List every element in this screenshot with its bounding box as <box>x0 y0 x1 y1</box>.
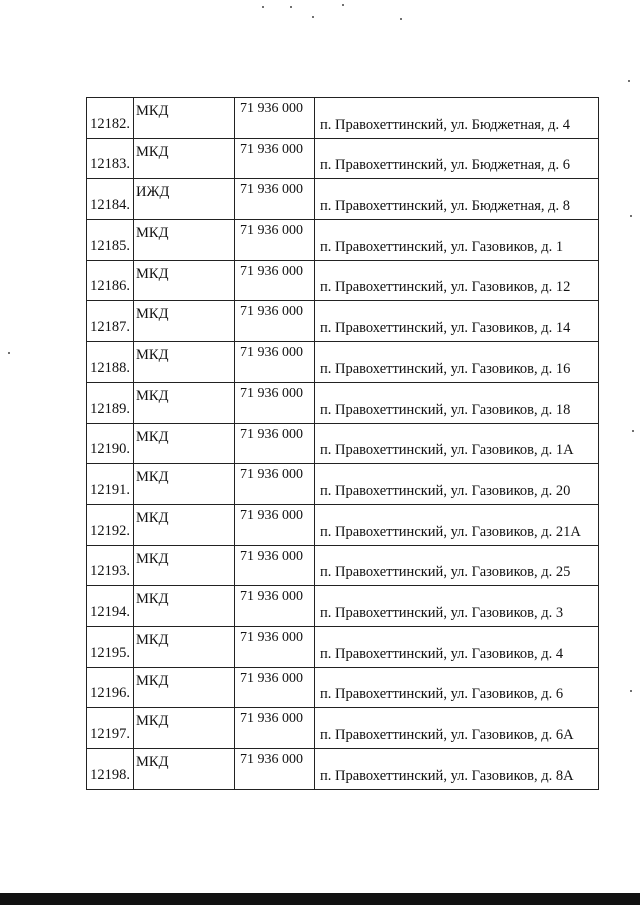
row-number-cell <box>87 464 134 505</box>
address-text: п. Правохеттинский, ул. Газовиков, д. 14 <box>320 320 571 337</box>
oktmo-code: 71 936 000 <box>240 385 303 401</box>
building-type-cell <box>134 504 235 545</box>
scan-speck <box>290 6 292 8</box>
table-row <box>87 423 599 464</box>
oktmo-code-cell <box>235 749 315 790</box>
row-number-cell <box>87 708 134 749</box>
address-text: п. Правохеттинский, ул. Газовиков, д. 12 <box>320 279 571 296</box>
oktmo-code-cell <box>235 626 315 667</box>
building-type-cell <box>134 464 235 505</box>
row-number-cell <box>87 260 134 301</box>
building-type: МКД <box>136 754 169 770</box>
row-number-cell <box>87 423 134 464</box>
oktmo-code: 71 936 000 <box>240 752 303 767</box>
building-type: МКД <box>136 387 169 404</box>
address-text-cell <box>315 423 599 464</box>
row-number: 12184. <box>90 197 130 214</box>
row-number: 12191. <box>90 481 130 498</box>
address-text: п. Правохеттинский, ул. Газовиков, д. 8А <box>320 767 574 784</box>
oktmo-code-cell <box>235 260 315 301</box>
address-text-cell <box>315 545 599 586</box>
oktmo-code-cell <box>235 342 315 383</box>
building-type-cell <box>134 749 235 790</box>
building-type: МКД <box>136 469 169 486</box>
table-row <box>87 545 599 586</box>
oktmo-code: 71 936 000 <box>240 426 303 442</box>
address-text-cell <box>315 382 599 423</box>
oktmo-code-cell <box>235 301 315 342</box>
row-number-cell <box>87 179 134 220</box>
building-type-cell <box>134 220 235 261</box>
oktmo-code: 71 936 000 <box>240 101 303 116</box>
oktmo-code: 71 936 000 <box>240 589 303 605</box>
table-row <box>87 464 599 505</box>
row-number-cell <box>87 545 134 586</box>
building-type: МКД <box>136 306 169 323</box>
address-text-cell <box>315 749 599 790</box>
oktmo-code: 71 936 000 <box>240 507 303 523</box>
building-type-cell <box>134 545 235 586</box>
row-number: 12183. <box>90 156 130 173</box>
building-type: ИЖД <box>136 184 170 201</box>
building-type: МКД <box>136 631 169 648</box>
address-text: п. Правохеттинский, ул. Газовиков, д. 25 <box>320 564 571 581</box>
oktmo-code-cell <box>235 98 315 139</box>
building-type-cell <box>134 586 235 627</box>
oktmo-code: 71 936 000 <box>240 345 303 361</box>
oktmo-code-cell <box>235 545 315 586</box>
address-text: п. Правохеттинский, ул. Газовиков, д. 4 <box>320 645 564 662</box>
registry-body <box>87 98 599 790</box>
row-number: 12188. <box>90 359 130 376</box>
scan-speck <box>312 16 314 18</box>
table-row <box>87 260 599 301</box>
oktmo-code-cell <box>235 464 315 505</box>
table-row <box>87 382 599 423</box>
building-type: МКД <box>136 591 169 608</box>
building-type-cell <box>134 138 235 179</box>
table-row <box>87 301 599 342</box>
oktmo-code: 71 936 000 <box>240 223 303 239</box>
building-type-cell <box>134 301 235 342</box>
building-type-cell <box>134 708 235 749</box>
row-number: 12187. <box>90 319 130 336</box>
address-text: п. Правохеттинский, ул. Газовиков, д. 6 <box>320 686 564 703</box>
oktmo-code-cell <box>235 504 315 545</box>
row-number: 12185. <box>90 237 130 254</box>
address-text: п. Правохеттинский, ул. Газовиков, д. 16 <box>320 360 571 377</box>
oktmo-code: 71 936 000 <box>240 711 303 727</box>
oktmo-code-cell <box>235 138 315 179</box>
row-number-cell <box>87 667 134 708</box>
row-number-cell <box>87 749 134 790</box>
address-text-cell <box>315 301 599 342</box>
address-text-cell <box>315 260 599 301</box>
row-number: 12196. <box>90 685 130 702</box>
address-text: п. Правохеттинский, ул. Газовиков, д. 18 <box>320 401 571 418</box>
oktmo-code: 71 936 000 <box>240 263 303 279</box>
oktmo-code-cell <box>235 667 315 708</box>
table-row <box>87 708 599 749</box>
row-number-cell <box>87 342 134 383</box>
row-number: 12190. <box>90 441 130 458</box>
oktmo-code: 71 936 000 <box>240 629 303 645</box>
building-type-cell <box>134 260 235 301</box>
address-text: п. Правохеттинский, ул. Газовиков, д. 6А <box>320 727 574 743</box>
building-type: МКД <box>136 672 169 689</box>
scan-edge-bar <box>0 893 640 905</box>
row-number: 12194. <box>90 603 130 620</box>
address-text: п. Правохеттинский, ул. Газовиков, д. 3 <box>320 604 564 621</box>
oktmo-code: 71 936 000 <box>240 467 303 483</box>
building-type-cell <box>134 342 235 383</box>
row-number-cell <box>87 220 134 261</box>
table-row <box>87 179 599 220</box>
address-text-cell <box>315 626 599 667</box>
address-text: п. Правохеттинский, ул. Газовиков, д. 1 <box>320 238 564 255</box>
address-text-cell <box>315 220 599 261</box>
address-text: п. Правохеттинский, ул. Бюджетная, д. 6 <box>320 157 571 174</box>
scan-speck <box>262 6 264 8</box>
address-text-cell <box>315 138 599 179</box>
scan-speck <box>630 690 632 692</box>
table-row <box>87 138 599 179</box>
scan-speck <box>628 80 630 82</box>
scan-speck <box>8 352 10 354</box>
scan-speck <box>400 18 402 20</box>
address-text-cell <box>315 342 599 383</box>
row-number: 12197. <box>90 726 130 742</box>
oktmo-code-cell <box>235 708 315 749</box>
address-text: п. Правохеттинский, ул. Газовиков, д. 20 <box>320 482 571 499</box>
oktmo-code-cell <box>235 179 315 220</box>
row-number: 12195. <box>90 644 130 661</box>
building-type: МКД <box>136 509 169 526</box>
table-row <box>87 749 599 790</box>
building-type: МКД <box>136 550 169 567</box>
address-text: п. Правохеттинский, ул. Газовиков, д. 1А <box>320 442 574 459</box>
row-number: 12182. <box>90 115 130 132</box>
building-type-cell <box>134 98 235 139</box>
table-row <box>87 667 599 708</box>
row-number-cell <box>87 504 134 545</box>
oktmo-code: 71 936 000 <box>240 141 303 157</box>
address-text: п. Правохеттинский, ул. Бюджетная, д. 8 <box>320 198 571 215</box>
address-text-cell <box>315 464 599 505</box>
row-number: 12198. <box>90 766 130 783</box>
building-type: МКД <box>136 143 169 160</box>
address-text-cell <box>315 179 599 220</box>
building-type-cell <box>134 423 235 464</box>
oktmo-code: 71 936 000 <box>240 304 303 320</box>
building-type-cell <box>134 626 235 667</box>
row-number-cell <box>87 98 134 139</box>
scan-speck <box>630 215 632 217</box>
table-row <box>87 220 599 261</box>
building-type: МКД <box>136 265 169 282</box>
row-number-cell <box>87 382 134 423</box>
oktmo-code-cell <box>235 220 315 261</box>
address-text: п. Правохеттинский, ул. Бюджетная, д. 4 <box>320 116 571 133</box>
oktmo-code-cell <box>235 382 315 423</box>
table-row <box>87 98 599 139</box>
table-row <box>87 626 599 667</box>
address-text-cell <box>315 586 599 627</box>
building-type: МКД <box>136 225 169 242</box>
address-text-cell <box>315 708 599 749</box>
row-number-cell <box>87 138 134 179</box>
scan-speck <box>342 4 344 6</box>
oktmo-code-cell <box>235 423 315 464</box>
table-row <box>87 586 599 627</box>
table-row <box>87 342 599 383</box>
oktmo-code-cell <box>235 586 315 627</box>
address-text-cell <box>315 667 599 708</box>
oktmo-code: 71 936 000 <box>240 548 303 564</box>
address-text: п. Правохеттинский, ул. Газовиков, д. 21А <box>320 523 581 540</box>
row-number: 12193. <box>90 563 130 580</box>
building-type: МКД <box>136 713 169 730</box>
address-text-cell <box>315 98 599 139</box>
scan-speck <box>632 430 634 432</box>
oktmo-code: 71 936 000 <box>240 182 303 198</box>
building-type-cell <box>134 667 235 708</box>
row-number-cell <box>87 586 134 627</box>
oktmo-code: 71 936 000 <box>240 670 303 686</box>
table-row <box>87 504 599 545</box>
row-number: 12186. <box>90 278 130 295</box>
building-type-cell <box>134 382 235 423</box>
row-number-cell <box>87 301 134 342</box>
row-number: 12189. <box>90 400 130 417</box>
row-number: 12192. <box>90 522 130 539</box>
row-number-cell <box>87 626 134 667</box>
building-type-cell <box>134 179 235 220</box>
building-type: МКД <box>136 103 169 119</box>
address-text-cell <box>315 504 599 545</box>
address-registry-table <box>86 97 599 790</box>
building-type: МКД <box>136 347 169 364</box>
building-type: МКД <box>136 428 169 445</box>
